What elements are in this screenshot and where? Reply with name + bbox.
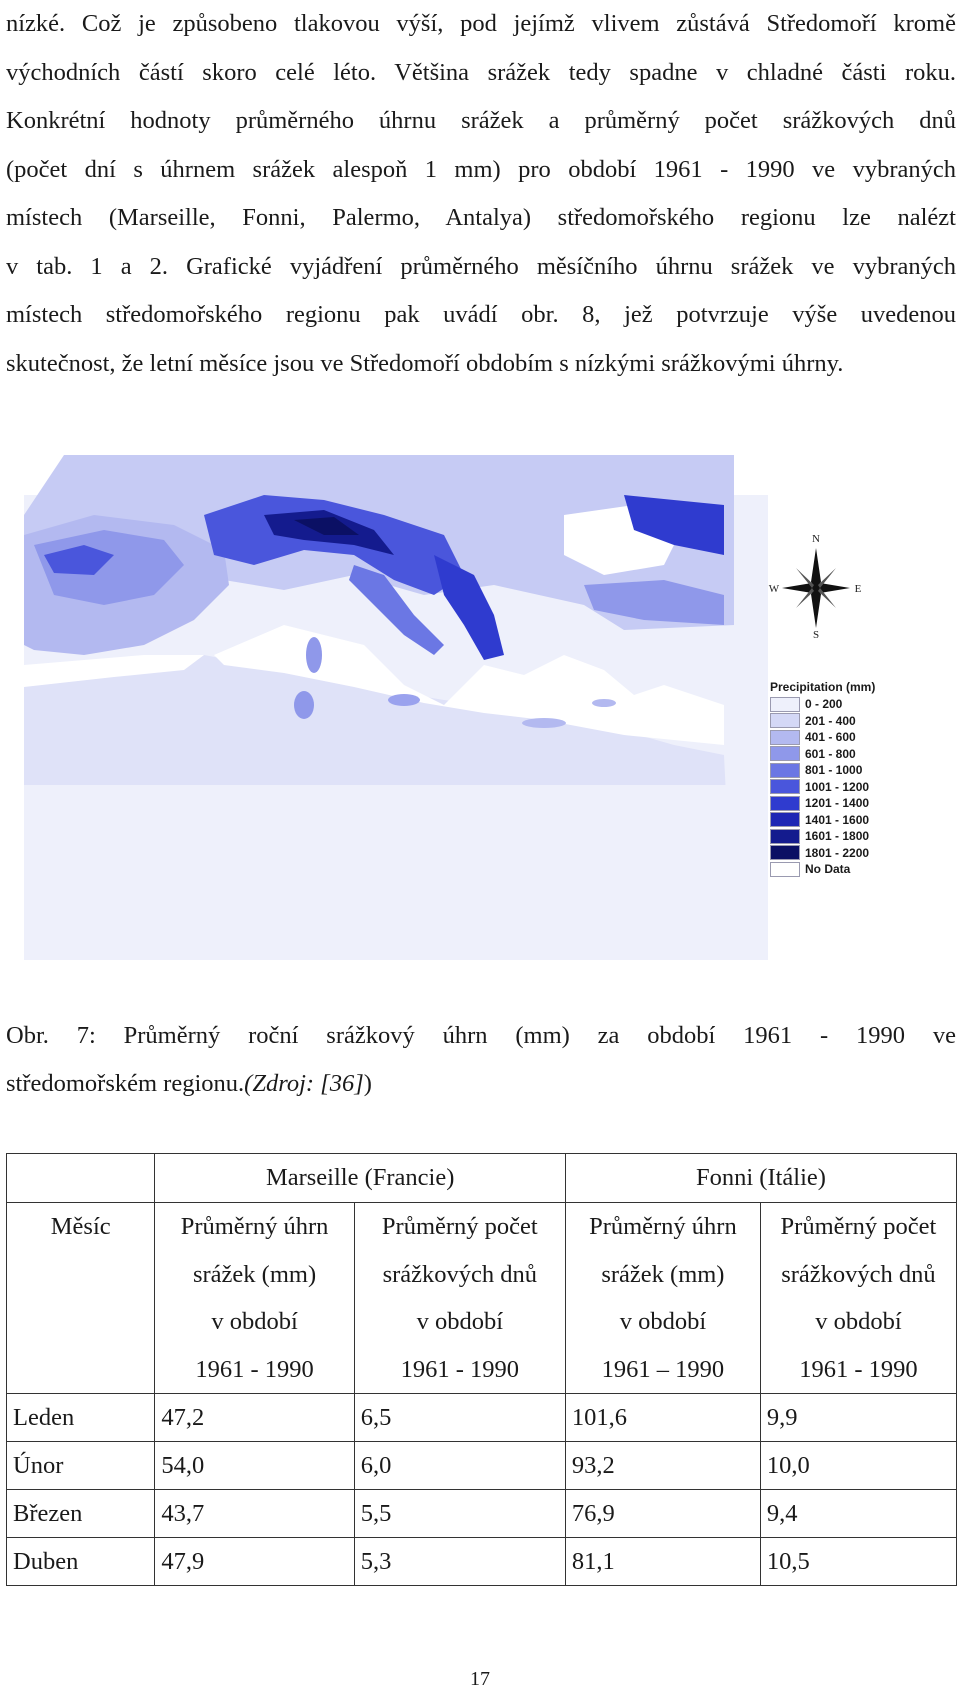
table-cell: 81,1 (565, 1538, 760, 1586)
paragraph-line: (počet dní s úhrnem srážek alespoň 1 mm) pro období 1961 - 1990 ve vybraných (6, 155, 956, 183)
legend-label: 1401 - 1600 (805, 812, 870, 827)
svg-text:W: W (768, 583, 780, 595)
table-group-marseille: Marseille (Francie) (155, 1154, 566, 1203)
legend-label: No Data (805, 862, 851, 877)
body-paragraph (6, 0, 956, 388)
caption-text: středomořském regionu. (6, 1070, 245, 1097)
table-cell: 9,9 (760, 1394, 956, 1442)
table-cell: Březen (7, 1490, 155, 1538)
table-row (7, 1442, 957, 1490)
table-cell: 47,9 (155, 1538, 354, 1586)
table-cell: 93,2 (565, 1442, 760, 1490)
legend-label: 1001 - 1200 (805, 779, 870, 794)
page-number: 17 (470, 1668, 490, 1690)
map-legend (770, 680, 876, 878)
legend-item (770, 779, 870, 796)
subheader-line: srážkových dnů (382, 1260, 538, 1288)
legend-label: 0 - 200 (805, 697, 843, 712)
table-subheader-cell (760, 1203, 956, 1394)
legend-swatch (770, 862, 800, 877)
legend-swatch (770, 779, 800, 794)
paragraph-line: místech středomořského regionu pak uvádí obr. 8, jež potvrzuje výše uvedenou (6, 301, 956, 328)
compass-rose-icon (768, 530, 864, 640)
caption-source: (Zdroj: [36] (244, 1070, 364, 1097)
legend-swatch (770, 829, 800, 844)
legend-label: 201 - 400 (805, 713, 856, 728)
legend-label: 401 - 600 (805, 730, 856, 745)
table-subheader-cell (155, 1203, 354, 1394)
table-cell: 5,5 (354, 1490, 565, 1538)
legend-item (770, 696, 870, 713)
table-row (7, 1538, 957, 1586)
subheader-line: 1961 – 1990 (601, 1355, 725, 1383)
subheader-line: srážek (mm) (192, 1260, 317, 1288)
table-cell: Leden (7, 1394, 155, 1442)
subheader-line: v období (619, 1308, 707, 1335)
subheader-line: 1961 - 1990 (195, 1355, 314, 1383)
subheader-line: v období (211, 1308, 298, 1335)
legend-item (770, 828, 870, 845)
table-empty-cell (7, 1154, 155, 1203)
table-group-fonni: Fonni (Itálie) (565, 1154, 956, 1203)
caption-line (6, 1060, 956, 1108)
table-subheader-row (7, 1203, 957, 1394)
table-cell: 47,2 (155, 1394, 354, 1442)
legend-swatch (770, 796, 800, 811)
legend-swatch (770, 713, 800, 728)
subheader-line: v období (416, 1308, 504, 1335)
svg-text:E: E (854, 583, 862, 595)
legend-label: 801 - 1000 (805, 763, 863, 778)
paragraph-line: v tab. 1 a 2. Grafické vyjádření průměrného měsíčního úhrnu srážek ve vybraných (6, 252, 956, 280)
legend-label: 1601 - 1800 (805, 829, 870, 844)
table-group-header-row (7, 1154, 957, 1203)
legend-label: 1201 - 1400 (805, 796, 870, 811)
table-cell: 5,3 (354, 1538, 565, 1586)
legend-swatch (770, 845, 800, 860)
table-cell: 101,6 (565, 1394, 760, 1442)
caption-end: ) (363, 1070, 372, 1097)
precipitation-table (6, 1153, 957, 1586)
paragraph-line: východních částí skoro celé léto. Většina srážek tedy spadne v chladné části roku. (6, 58, 956, 86)
subheader-line: srážkových dnů (781, 1260, 936, 1288)
paragraph-line: nízké. Což je způsobeno tlakovou výší, pod jejímž vlivem zůstává Středomoří kromě (6, 10, 956, 37)
table-cell: 10,0 (760, 1442, 956, 1490)
subheader-line: Průměrný úhrn (589, 1213, 737, 1240)
svg-text:N: N (812, 533, 820, 545)
subheader-line: Průměrný počet (381, 1213, 538, 1240)
table-cell: 54,0 (155, 1442, 354, 1490)
table-cell: 6,0 (354, 1442, 565, 1490)
caption-line: Obr. 7: Průměrný roční srážkový úhrn (mm) za období 1961 - 1990 ve (6, 1022, 956, 1049)
paragraph-line: místech (Marseille, Fonni, Palermo, Antalya) středomořského regionu lze nalézt (6, 204, 956, 231)
subheader-line: Průměrný počet (780, 1213, 937, 1240)
legend-item (770, 845, 870, 862)
table-cell: 9,4 (760, 1490, 956, 1538)
precipitation-map (24, 455, 768, 960)
legend-swatch (770, 697, 800, 712)
table-month-header: Měsíc (7, 1203, 155, 1394)
subheader-line: 1961 - 1990 (799, 1355, 918, 1383)
table-cell: 10,5 (760, 1538, 956, 1586)
legend-item (770, 729, 870, 746)
legend-swatch (770, 746, 800, 761)
legend-label: 601 - 800 (805, 746, 856, 761)
legend-item (770, 795, 870, 812)
legend-item (770, 713, 870, 730)
legend-swatch (770, 763, 800, 778)
table-cell: 76,9 (565, 1490, 760, 1538)
table-subheader-cell (565, 1203, 760, 1394)
legend-swatch (770, 812, 800, 827)
legend-label: 1801 - 2200 (805, 845, 870, 860)
svg-text:S: S (812, 629, 820, 640)
paragraph-line: skutečnost, že letní měsíce jsou ve Středomoří obdobím s nízkými srážkovými úhrny. (6, 349, 844, 377)
legend-title: Precipitation (mm) (770, 680, 876, 694)
legend-swatch (770, 730, 800, 745)
subheader-line: Průměrný úhrn (180, 1213, 329, 1240)
legend-item (770, 812, 870, 829)
table-subheader-cell (354, 1203, 565, 1394)
legend-item (770, 746, 870, 763)
table-row (7, 1490, 957, 1538)
paragraph-line: Konkrétní hodnoty průměrného úhrnu srážek a průměrný počet srážkových dnů (6, 107, 956, 134)
figure-caption (6, 1012, 956, 1108)
table-cell: Únor (7, 1442, 155, 1490)
table-cell: Duben (7, 1538, 155, 1586)
legend-item (770, 762, 870, 779)
table-row (7, 1394, 957, 1442)
table-cell: 6,5 (354, 1394, 565, 1442)
legend-item (770, 861, 870, 878)
subheader-line: 1961 - 1990 (400, 1355, 520, 1383)
subheader-line: v období (815, 1308, 902, 1335)
table-cell: 43,7 (155, 1490, 354, 1538)
subheader-line: srážek (mm) (601, 1260, 725, 1288)
